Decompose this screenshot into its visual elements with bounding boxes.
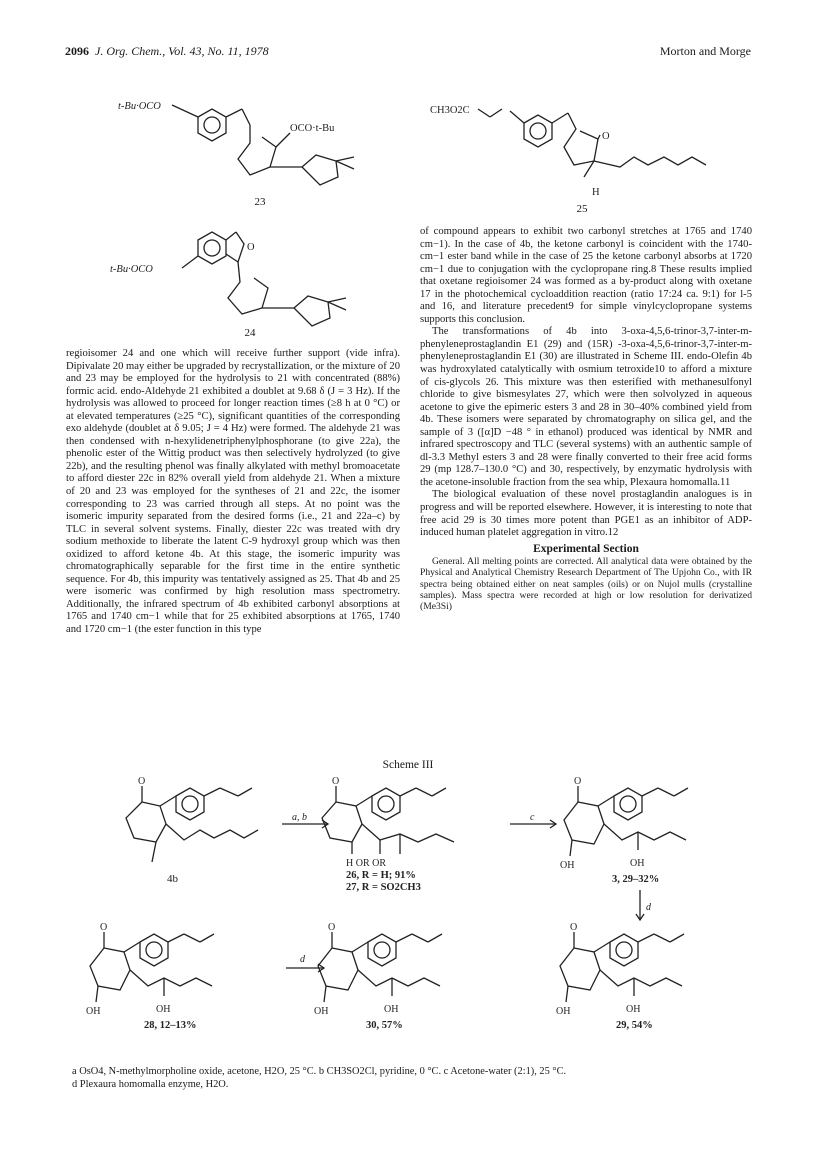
scheme-footnote-1: a OsO4, N-methylmorpholine oxide, acetone, H2O, 25 °C. b CH3SO2Cl, pyridine, 0 °C. c Acetone-water (2:1), 25 °C. [72,1066,567,1077]
svg-text:O: O [570,922,578,933]
svg-text:OH: OH [556,1006,571,1017]
s23-sub1: t-Bu·OCO [118,101,161,112]
label-24: 24 [244,327,256,339]
header-left [65,44,269,59]
structure-25 [420,95,740,200]
scheme-molecule-4b [126,776,258,862]
arrow-d2-label: d [300,954,305,965]
scheme-molecule-28 [90,922,214,1002]
arrow-ab-label: a, b [292,812,307,823]
s25-sub1: CH3O2C [430,105,470,116]
svg-text:OH: OH [86,1006,101,1017]
s24-sub1: t-Bu·OCO [110,264,153,275]
left-paragraph-1: regioisomer 24 and one which will receive further support (vide infra). Dipivalate 20 may either be upgraded by recrystallization, or the mixture of 20 and 23 may be employed for the hydrolysis to 21 with concentrated (88%) formic acid. endo-Aldehyde 21 exhibited a doublet at 9.68 δ (J = 3 Hz). If the hydrolysis was allowed to proceed for longer reaction times (≥8 h at 0 °C) or at elevated temperatures (≥25 °C), significant quantities of the corresponding exo aldehyde (doublet at δ 9.05; J = 4 Hz) were formed. The aldehyde 21 was then condensed with n-hexylidenetriphenylphosphorane (to give 22a), the phenolic ester of the Wittig product was then selectively hydrolyzed (to give 22b), and the resulting phenol was finally alkylated with methyl bromoacetate to afford diester 22c in 82% overall yield from aldehyde 21. When a mixture of 20 and 23 was employed for the syntheses of 21 and 22c, the isomer corresponding to 23 was carried through all steps. At no point was the isomeric impurity separated from the desired forms (i.e., 21 and 22a–c) by TLC in several solvent systems. Finally, diester 22c was treated with dry sodium methoxide to liberate the latent C-9 hydroxyl group which was then oxidized to afford ketone 4b. At this stage, the isomeric impurity was chromatographically separable for the first time in the entire synthetic sequence. For 4b, this impurity was tentatively assigned as 25. That 4b and 25 were isomeric was confirmed by high resolution mass spectrometry. Additionally, the infrared spectrum of 4b exhibited carbonyl absorptions at 1765 and 1740 cm−1 while that for 25 exhibited absorptions at 1765, 1740 and 1720 cm−1 (the ester function in this type [66,348,400,636]
svg-text:O: O [332,776,340,787]
svg-text:OH: OH [560,860,575,871]
scheme-label-3: 3, 29–32% [612,874,660,885]
scheme-molecule-3 [564,776,688,856]
scheme-molecule-26 [322,776,454,854]
scheme-label-4b: 4b [167,873,178,885]
structure-24 [110,222,390,337]
page-number: 2096 [65,44,89,58]
right-column [420,226,752,612]
label-23: 23 [254,196,266,208]
scheme-label-29: 29, 54% [616,1020,653,1031]
scheme-label-28: 28, 12–13% [144,1020,197,1031]
section-title-experimental: Experimental Section [533,542,639,555]
journal-citation: J. Org. Chem., Vol. 43, No. 11, 1978 [95,44,269,58]
header-authors: Morton and Morge [659,44,751,58]
label-25: 25 [576,203,588,215]
scheme-footnote-2: d Plexaura homomalla enzyme, H2O. [72,1079,229,1090]
scheme-footnotes [72,1065,772,1091]
svg-text:OH: OH [314,1006,329,1017]
svg-text:OH: OH [630,858,645,869]
glycol-label: H OR OR [346,858,387,869]
scheme-molecule-30 [318,922,442,1002]
s24-o: O [247,242,255,253]
svg-text:O: O [100,922,108,933]
right-paragraph-3: The biological evaluation of these novel prostaglandin analogues is in progress and will be reported elsewhere. However, it is interesting to note that free acid 29 is 30 times more potent than PGE1 as an inhibitor of ADP-induced human platelet aggregation in vitro.12 [420,489,752,539]
right-paragraph-1: of compound appears to exhibit two carbonyl stretches at 1765 and 1740 cm−1). In the case of 4b, the ketone carbonyl is coincident with the 1740-cm−1 ester band while in the case of 25 the ketone carbonyl absorbs at 1720 cm−1 due to conjugation with the cyclopropane ring.8 These results implied that oxetane regioisomer 24 was formed as a by-product along with oxetane 17 in the photochemical cycloaddition reaction (ratio 17:24 ca. 9:1) for l-5 and 16, and literature precedent9 for simple vinylcyclopropane systems supports this conclusion. [420,226,752,325]
arrow-d1-label: d [646,902,651,913]
svg-text:OH: OH [626,1004,641,1015]
scheme-molecule-29 [560,922,684,1002]
scheme-label-26: 26, R = H; 91% [346,870,416,881]
right-paragraph-general: General. All melting points are corrected. All analytical data were obtained by the Physical and Analytical Chemistry Research Department of The Upjohn Co., with IR spectra being obtained either on neat samples (oils) or on Nujol mulls (crystalline samples). Mass spectra were recorded at high or low resolution for derivatized (Me3Si) [420,556,752,613]
structure-23 [110,95,390,210]
s25-h: H [592,187,600,198]
scheme-title: Scheme III [382,759,434,771]
svg-text:O: O [138,776,146,787]
scheme-iii [60,770,760,1060]
arrow-c-label: c [530,812,535,823]
s25-o: O [602,131,610,142]
scheme-label-27: 27, R = SO2CH3 [346,882,421,893]
svg-text:O: O [328,922,336,933]
svg-text:OH: OH [384,1004,399,1015]
s23-sub2: OCO·t-Bu [290,123,335,134]
right-paragraph-2: The transformations of 4b into 3-oxa-4,5,6-trinor-3,7-inter-m-phenyleneprostaglandin E1 (29) and (15R) -3-oxa-4,5,6-trinor-3,7-inter-m-phenyleneprostaglandin E1 (30) are illustrated in Scheme III. endo-Olefin 4b was hydroxylated catalytically with osmium tetroxide10 to afford a mixture of cis-glycols 26. This mixture was then esterified with methanesulfonyl chloride to give bismesylates 27, which were then solvolyzed in aqueous acetone to give the epimeric esters 3 and 28 in 30–40% combined yield from 4b. These isomers were separated by chromatography on silica gel, and the sample of 3 ([α]D −48 ° in ethanol) produced was identical by NMR and infrared spectroscopy and TLC (several systems) with an authentic sample of dl-3.3 Methyl esters 3 and 28 were finally converted to their free acid forms 29 (mp 128.7–130.0 °C) and 30, respectively, by enzymatic hydrolysis with the acetone-insoluble fraction from the sea whip, Plexaura homomalla.11 [420,326,752,488]
left-column [66,348,400,637]
svg-text:O: O [574,776,582,787]
scheme-label-30: 30, 57% [366,1020,403,1031]
svg-text:OH: OH [156,1004,171,1015]
